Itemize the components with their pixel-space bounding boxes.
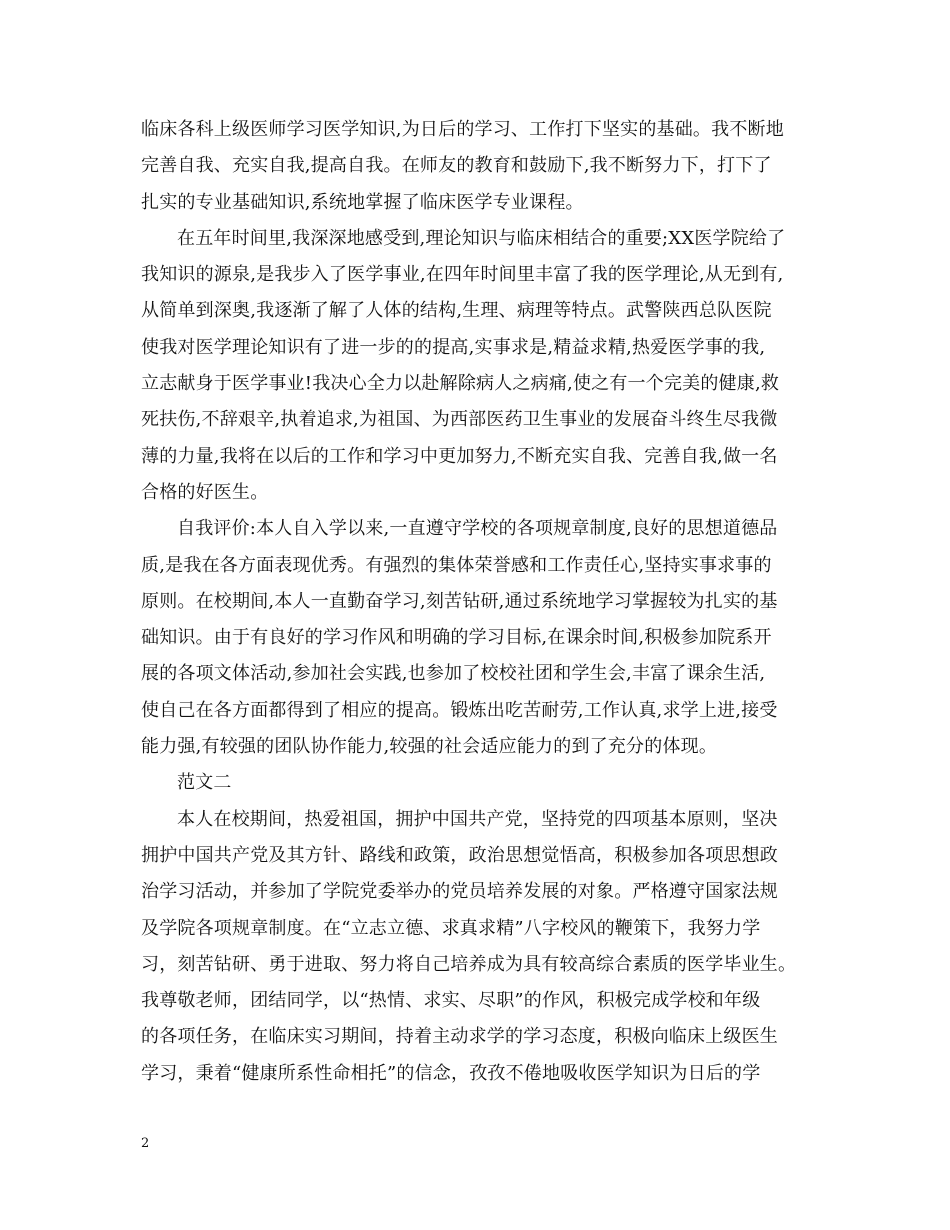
text-line: 学习，秉着“健康所系性命相托”的信念，孜孜不倦地吸收医学知识为日后的学 (141, 1062, 761, 1084)
text-line: 立志献身于医学事业!我决心全力以赴解除病人之病痛,使之有一个完美的健康,救 (141, 373, 780, 395)
text-line: 质,是我在各方面表现优秀。有强烈的集体荣誉感和工作责任心,坚持实事求事的 (141, 554, 772, 576)
text-line: 薄的力量,我将在以后的工作和学习中更加努力,不断充实自我、完善自我,做一名 (141, 445, 778, 467)
paragraph-first-line: 自我评价:本人自入学以来,一直遵守学校的各项规章制度,良好的思想道德品 (177, 518, 778, 540)
text-line: 及学院各项规章制度。在“立志立德、求真求精”八字校风的鞭策下，我努力学 (141, 917, 761, 939)
text-line: 习，刻苦钻研、勇于进取、努力将自己培养成为具有较高综合素质的医学毕业生。 (141, 953, 797, 975)
text-line: 死扶伤,不辞艰辛,执着追求,为祖国、为西部医药卫生事业的发展奋斗终生尽我微 (141, 409, 778, 431)
text-line: 的各项任务，在临床实习期间，持着主动求学的学习态度，积极向临床上级医生 (141, 1026, 778, 1048)
body-text (141, 112, 821, 1092)
text-line: 治学习活动，并参加了学院党委举办的党员培养发展的对象。严格遵守国家法规 (141, 881, 778, 903)
text-line: 扎实的专业基础知识,系统地掌握了临床医学专业课程。 (141, 191, 584, 213)
paragraph-first-line: 本人在校期间，热爱祖国，拥护中国共产党，坚持党的四项基本原则，坚决 (177, 808, 778, 830)
text-line: 原则。在校期间,本人一直勤奋学习,刻苦钻研,通过系统地学习掌握较为扎实的基 (141, 590, 778, 612)
text-line: 我知识的源泉,是我步入了医学事业,在四年时间里丰富了我的医学理论,从无到有, (141, 264, 784, 286)
text-line: 础知识。由于有良好的学习作风和明确的学习目标,在课余时间,积极参加院系开 (141, 627, 772, 649)
text-line: 临床各科上级医师学习医学知识,为日后的学习、工作打下坚实的基础。我不断地 (141, 119, 784, 140)
text-line: 使自己在各方面都得到了相应的提高。锻炼出吃苦耐劳,工作认真,求学上进,接受 (141, 699, 778, 721)
text-line: 展的各项文体活动,参加社会实践,也参加了校校社团和学生会,丰富了课余生活, (141, 663, 766, 685)
page-number: 2 (141, 1136, 150, 1151)
text-line: 合格的好医生。 (141, 481, 269, 503)
section-heading: 范文二 (177, 772, 232, 794)
text-line: 完善自我、充实自我,提高自我。在师友的教育和鼓励下,我不断努力下，打下了 (141, 155, 772, 177)
text-line: 从简单到深奥,我逐渐了解了人体的结构,生理、病理等特点。武警陕西总队医院 (141, 300, 772, 322)
text-line: 拥护中国共产党及其方针、路线和政策，政治思想觉悟高，积极参加各项思想政 (141, 844, 778, 866)
text-line: 能力强,有较强的团队协作能力,较强的社会适应能力的到了充分的体现。 (141, 736, 718, 758)
text-line: 我尊敬老师，团结同学，以“热情、求实、尽职”的作风，积极完成学校和年级 (141, 990, 761, 1012)
text-line: 使我对医学理论知识有了进一步的的提高,实事求是,精益求精,热爱医学事的我, (141, 336, 766, 358)
paragraph-first-line: 在五年时间里,我深深地感受到,理论知识与临床相结合的重要;XX医学院给了 (177, 227, 786, 249)
